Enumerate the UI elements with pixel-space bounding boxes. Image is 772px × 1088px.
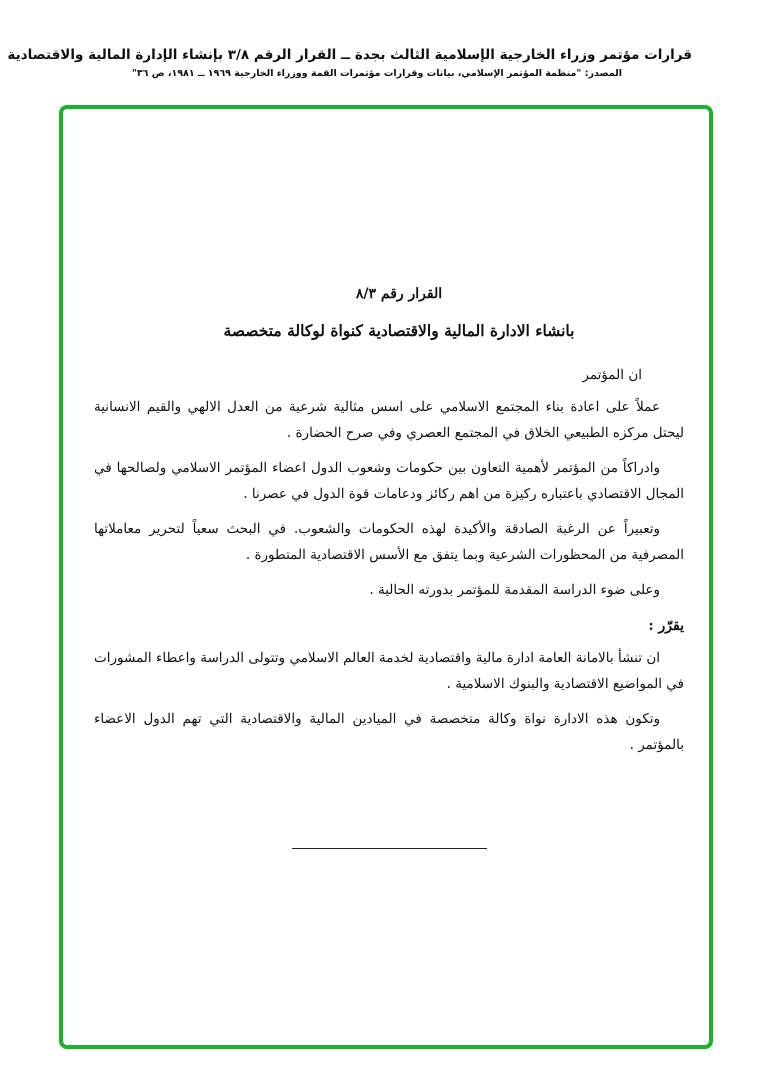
decision-paragraph: وتكون هذه الادارة نواة وكالة متخصصة في الميادين المالية والاقتصادية التي تهم الدول الاعضاء بالمؤتمر . bbox=[94, 711, 684, 753]
preamble-opening: ان المؤتمر bbox=[582, 367, 642, 383]
resolution-title: بانشاء الادارة المالية والاقتصادية كنواة لوكالة متخصصة bbox=[223, 321, 575, 340]
decision-paragraph: ان تنشأ بالامانة العامة ادارة مالية واقتصادية لخدمة العالم الاسلامي وتتولى الدراسة واعطاء المشورات في المواضيع الاقتصادية والبنوك الاسلامية . bbox=[94, 650, 684, 692]
page-header bbox=[7, 44, 692, 82]
preamble-paragraph: وعلى ضوء الدراسة المقدمة للمؤتمر بدورته الحالية . bbox=[369, 582, 660, 598]
decides-heading: يقرّر : bbox=[648, 618, 684, 634]
closing-rule-divider bbox=[292, 848, 487, 849]
preamble-paragraph: وادراكاً من المؤتمر لأهمية التعاون بين حكومات وشعوب الدول اعضاء المؤتمر الاسلامي ولصالحها في المجال الاقتصادي باعتباره ركيزة من اهم ركائز ودعامات قوة الدول في عصرنا . bbox=[94, 460, 684, 502]
preamble-paragraph: عملاً على اعادة بناء المجتمع الاسلامي على اسس مثالية شرعية من العدل الالهي والقيم الانسانية ليحتل مركزه الطبيعي الخلاق في المجتمع العصري وفي صرح الحضارة . bbox=[94, 399, 684, 441]
header-title: قرارات مؤتمر وزراء الخارجية الإسلامية الثالث بجدة ــ القرار الرقم ٣/٨ بإنشاء الإدارة المالية والاقتصادية bbox=[7, 47, 692, 63]
preamble-paragraph: وتعبيراً عن الرغبة الصادقة والأكيدة لهذه الحكومات والشعوب. في البحث سعياً لتحرير معاملاتها المصرفية من المحظورات الشرعية وبما يتفق مع الأسس الاقتصادية المتطورة . bbox=[94, 521, 684, 563]
header-source-citation: المصدر: "منظمة المؤتمر الإسلامي، بيانات وقرارات مؤتمرات القمة ووزراء الخارجية ١٩٦٩ ــ ١٩٨١، ص ٣٦" bbox=[131, 68, 622, 79]
document-body bbox=[94, 280, 684, 767]
resolution-number: القرار رقم ٨/٣ bbox=[355, 286, 443, 302]
